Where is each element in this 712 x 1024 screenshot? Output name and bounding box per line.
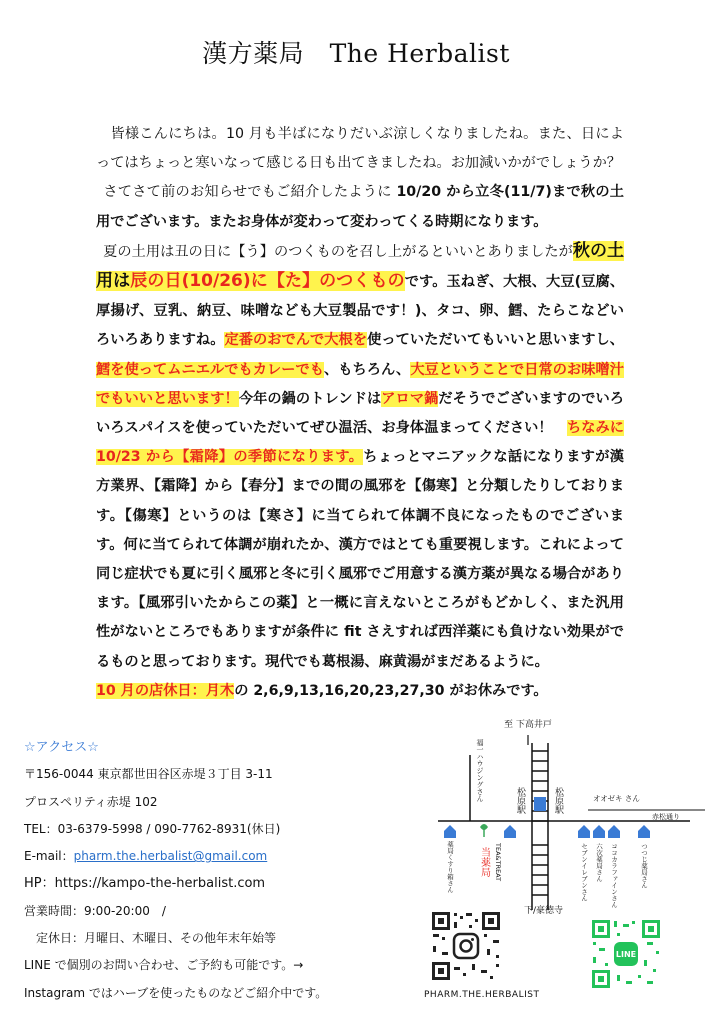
miso-highlight: 大豆ということで日常のお味噌汁でもいいと思います！ (96, 361, 624, 407)
access-heading: ☆アクセス☆ (24, 740, 99, 755)
house-icons (444, 825, 650, 838)
akamatsu-label: 赤松通り (652, 813, 680, 821)
food-list: です。玉ねぎ、大根、大豆(豆腐、厚揚げ、豆乳、納豆、味噌なども大豆製品です！)、タコ、卵、鱈、たらこなどいろいろありますね。 (96, 274, 625, 349)
station-right-label: 松原駅 (553, 787, 563, 814)
phone-numbers: TEL：03-6379-5998 / 090-7762-8931(休日) (24, 821, 281, 836)
aroma-nabe-highlight: アロマ鍋 (381, 390, 439, 407)
instagram-qr-label: PHARM.THE.HERBALIST (424, 990, 540, 1000)
doyo-paragraph (96, 178, 624, 236)
soko-highlight: ちなみに 10/23 から【霜降】の季節になります。 (96, 420, 624, 466)
line-note: LINE で個別のお問い合わせ、ご予約も可能です。→ (24, 958, 304, 973)
nabe-trend-text: 今年の鍋のトレンドは (238, 390, 382, 407)
email-link[interactable]: pharm.the.herbalist@gmail.com (73, 849, 268, 864)
page-title: 漢方薬局 The Herbalist (202, 39, 510, 68)
holiday-days: の 2,6,9,13,16,20,23,27,30 がお休みです。 (234, 682, 548, 699)
pharmacy-label: 当薬局 (478, 847, 490, 877)
email-label: E-mail： (24, 849, 74, 864)
seven-label: セブンイレブンさん (580, 843, 588, 902)
doyo-lead: さてさて前のお知らせでもご紹介したように (103, 184, 397, 201)
spice-text: だそうでございますのでいろいろスパイスを使っていただいてぜひ温活、お身体温まってください！ (96, 390, 624, 437)
instagram-note: Instagram ではハーブを使ったものなどご紹介中です。 (24, 985, 328, 1000)
map-bottom-label: 下/豪徳寺 (524, 906, 564, 915)
mochiron-text: 、もちろん、 (323, 361, 411, 378)
station-left-label: 松原駅 (515, 787, 525, 814)
intro-paragraph (96, 120, 624, 178)
kusuri-label: 薬局くすり箱さん (446, 841, 454, 893)
homepage-url[interactable]: HP：https://kampo-the-herbalist.com (24, 876, 266, 892)
pharmacy-plant-icon (480, 824, 488, 837)
tara-highlight: 鱈を使ってムニエルでもカレーでも (96, 361, 324, 378)
tatsu-day-highlight: 辰の日(10/26)に【た】のつくもの (130, 271, 405, 292)
announcement-body (96, 120, 624, 706)
railway-track (532, 743, 548, 910)
autumn-doyo-highlight-2: 用は (96, 271, 131, 292)
postal-address: 〒156-0044 東京都世田谷区赤堤３丁目 3-11 (24, 767, 273, 782)
line-qr-text: LINE (615, 950, 637, 959)
ohzeki-label: オオゼキ さん (593, 794, 640, 803)
rokujizo-label: 六次薬局さん (595, 843, 603, 882)
summer-doyo-text: 夏の土用は丑の日に【う】のつくものを召し上がるといいとありましたが (103, 243, 573, 260)
access-info (24, 734, 424, 1007)
access-map (420, 715, 705, 915)
instagram-qr-code[interactable] (430, 910, 502, 982)
shokan-text: ちょっとマニアックな話になりますが漢方業界、【霜降】から【春分】までの間の風邪を【傷寒】と分類したりしております。【傷寒】というのは【寒さ】に当てられて体調不良になったものでございます。何に当てられて体調が崩れたか、漢方ではとても重要視します。これによって同じ症状でも夏に引く風邪と冬に引く風邪でご用意する漢方薬が異なる場合があります。【風邪引いたからこの薬】と一概に言えないところがもどかしく、また汎用性がないところでもありますが条件に fit さえすれば西洋薬にも負けない効果がでるものと思っております。現代でも葛根湯、麻黄湯がまだあるように。 (96, 449, 624, 670)
doyo-period: 10/20 から立冬(11/7)まで秋の土用でございます。またお身体が変わって変わってくる時期になります。 (96, 184, 624, 230)
closed-days: 定休日：月曜日、木曜日、その他年末年始等 (24, 931, 277, 946)
business-hours: 営業時間：9:00-20:00 / (24, 903, 166, 918)
holiday-label: 10 月の店休日：月木 (96, 682, 235, 699)
intro-text: 皆様こんにちは。10 月も半ばになりだいぶ涼しくなりましたね。また、日によってはちょっと寒いなって感じる日も出てきましたね。お加減いかがでしょうか？ (96, 126, 624, 172)
map-top-label: 至 下高井戸 (504, 720, 552, 730)
autumn-doyo-highlight-1: 秋の土 (572, 240, 625, 261)
closing-line (96, 677, 624, 706)
cocokara-label: ココカラファインさん (610, 843, 618, 908)
food-paragraph (96, 237, 624, 677)
building-name: プロスペリティ赤堤 102 (24, 794, 158, 809)
email-row (24, 843, 424, 870)
tea-label: TEA&TREAT (494, 843, 502, 882)
station-icon (534, 797, 546, 811)
tsutsuji-label: つつじ薬局さん (640, 843, 648, 889)
oden-text: 使っていただいてもいいと思いますし、 (367, 332, 624, 349)
fukuichi-label: 福一ハウジングさん (476, 739, 484, 802)
line-qr-code[interactable] (590, 918, 662, 990)
oden-highlight: 定番のおでんで大根を (224, 332, 368, 349)
